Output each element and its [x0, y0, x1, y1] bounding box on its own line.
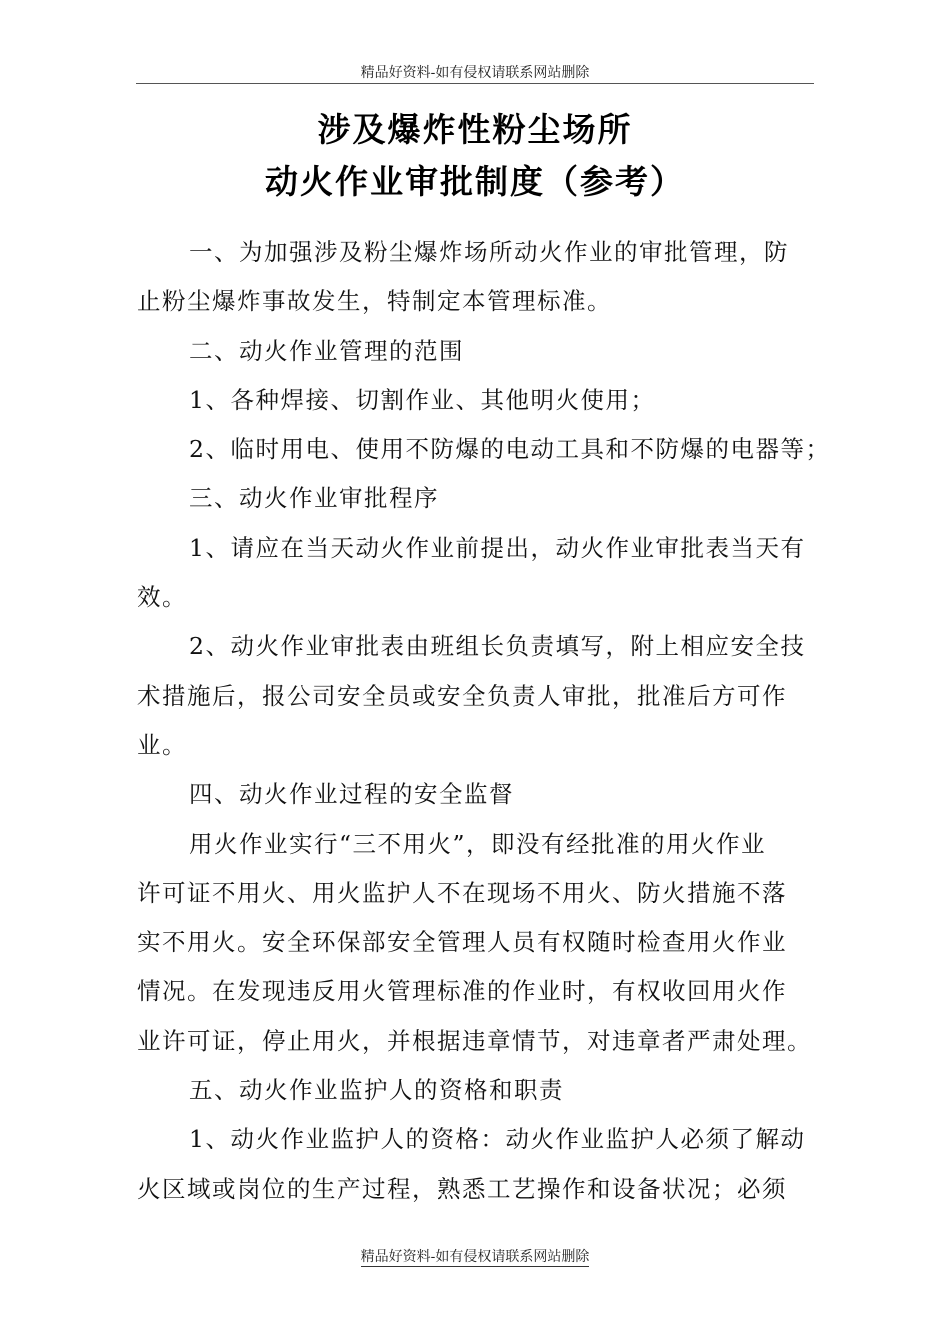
body-line: 许可证不用火、用火监护人不在现场不用火、防火措施不落: [137, 878, 787, 907]
section-heading: 五、动火作业监护人的资格和职责: [189, 1076, 564, 1105]
body-line: 业。: [137, 730, 187, 759]
footer-watermark: [0, 1246, 950, 1266]
body-line: 效。: [137, 583, 187, 612]
header-watermark: 精品好资料-如有侵权请联系网站删除: [360, 65, 590, 81]
document-title-line-1: 涉及爆炸性粉尘场所: [317, 110, 633, 149]
footer-watermark-text: 精品好资料-如有侵权请联系网站删除: [360, 1249, 590, 1265]
body-line: 用火作业实行“三不用火”，即没有经批准的用火作业: [189, 829, 767, 858]
body-line: 2、动火作业审批表由班组长负责填写，附上相应安全技: [189, 632, 806, 661]
document-title-line-2: 动火作业审批制度（参考）: [265, 162, 685, 201]
body-line: 1、动火作业监护人的资格：动火作业监护人必须了解动: [189, 1125, 806, 1154]
section-heading: 三、动火作业审批程序: [189, 484, 439, 513]
document-body: [137, 228, 831, 1214]
header-divider: [136, 83, 814, 84]
body-line: 1、各种焊接、切割作业、其他明火使用；: [189, 385, 656, 414]
body-line: 术措施后，报公司安全员或安全负责人审批，批准后方可作: [137, 681, 787, 710]
body-line: 一、为加强涉及粉尘爆炸场所动火作业的审批管理，防: [189, 238, 789, 266]
body-line: 实不用火。安全环保部安全管理人员有权随时检查用火作业: [137, 928, 787, 957]
body-line: 2、临时用电、使用不防爆的电动工具和不防爆的电器等；: [189, 435, 831, 464]
section-heading: 四、动火作业过程的安全监督: [189, 780, 514, 809]
body-line: 1、请应在当天动火作业前提出，动火作业审批表当天有: [189, 533, 806, 562]
body-line: 止粉尘爆炸事故发生，特制定本管理标准。: [137, 287, 612, 316]
body-line: 火区域或岗位的生产过程，熟悉工艺操作和设备状况；必须: [137, 1174, 787, 1203]
body-line: 业许可证，停止用火，并根据违章情节，对违章者严肃处理。: [137, 1026, 812, 1055]
body-line: 情况。在发现违反用火管理标准的作业时，有权收回用火作: [137, 977, 787, 1006]
section-heading: 二、动火作业管理的范围: [189, 336, 464, 365]
